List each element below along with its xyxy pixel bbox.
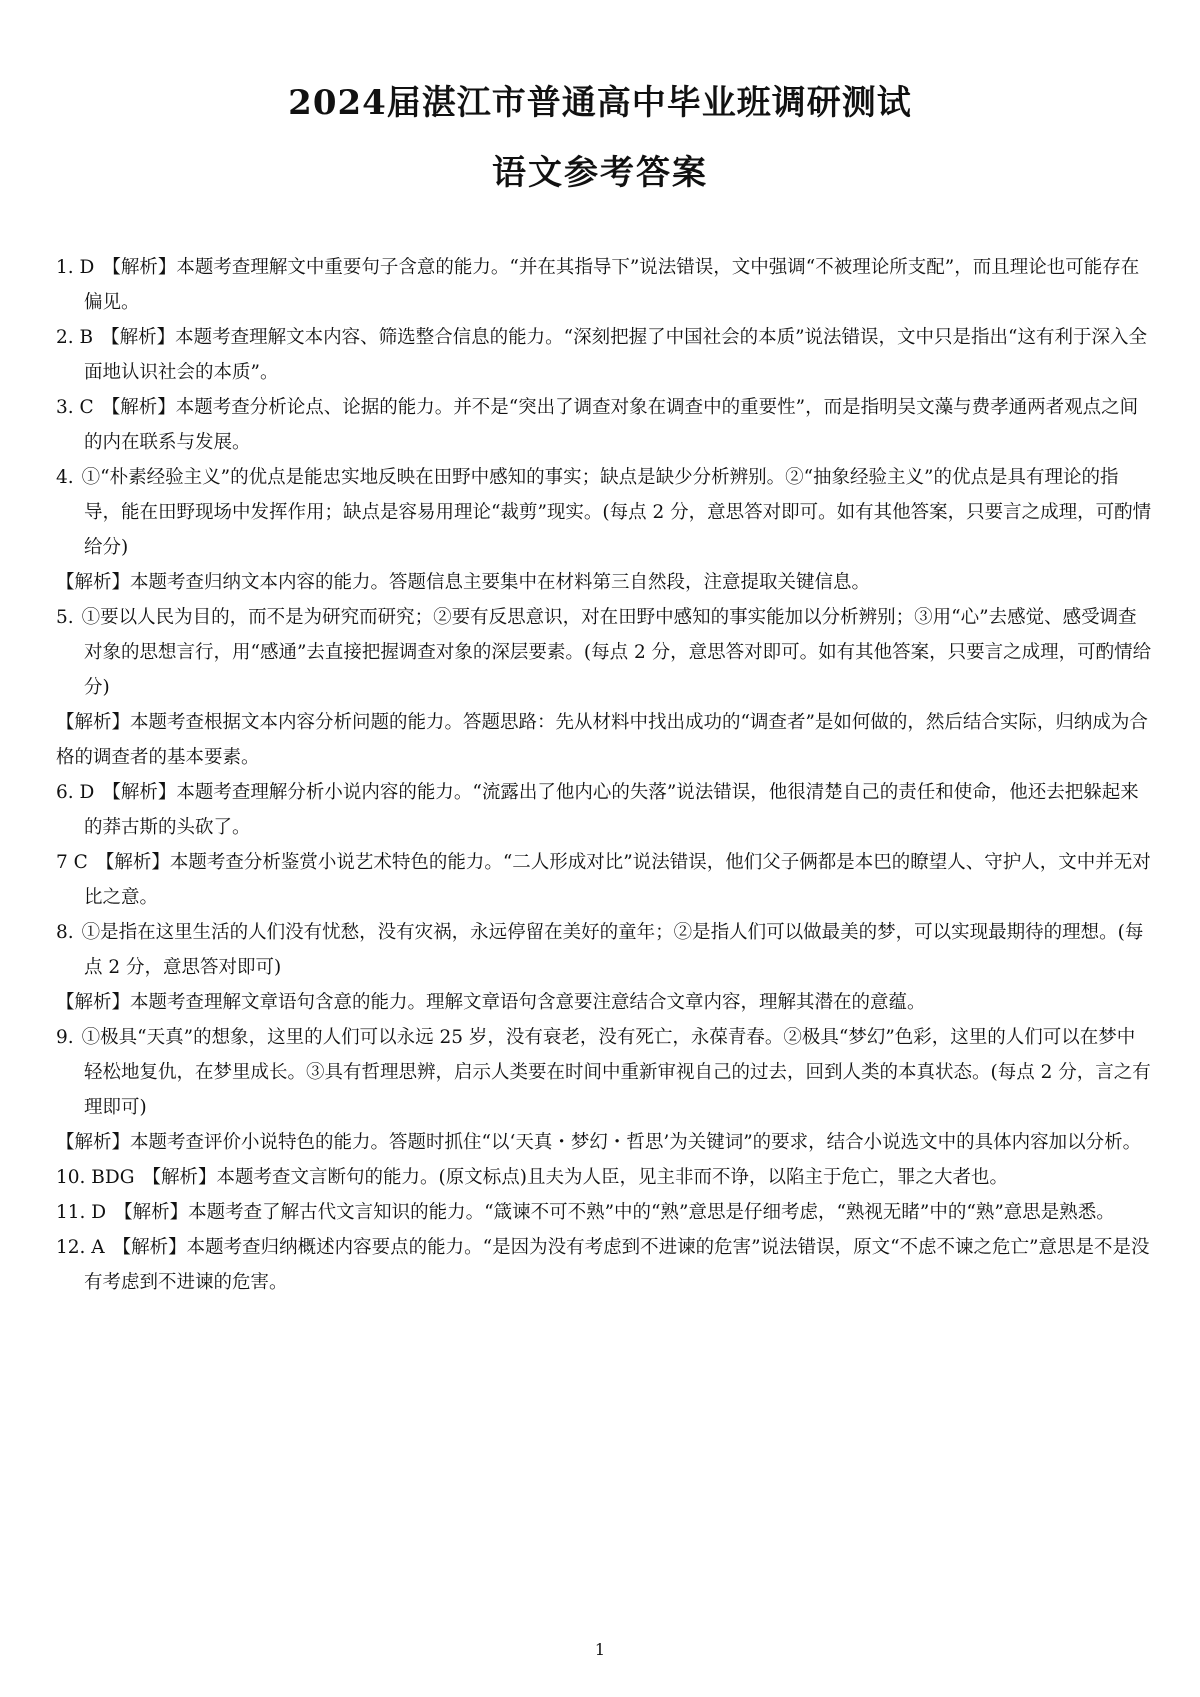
answer-item xyxy=(56,320,1152,390)
answer-item xyxy=(56,600,1152,705)
document-subtitle: 语文参考答案 xyxy=(492,153,708,193)
answer-text: 【解析】本题考查理解文章语句含意的能力。理解文章语句含意要注意结合文章内容，理解其潜在的意蕴。 xyxy=(56,992,926,1013)
answer-text: 【解析】本题考查归纳概述内容要点的能力。“是因为没有考虑到不进谏的危害”说法错误，原文“不虑不谏之危亡”意思是不是没有考虑到不进谏的危害。 xyxy=(84,1237,1150,1293)
answer-number: 6. D xyxy=(56,782,95,803)
analysis-note xyxy=(56,985,1152,1020)
answer-number: 1. D xyxy=(56,257,95,278)
answer-item xyxy=(56,845,1152,915)
document-title: 2024届湛江市普通高中毕业班调研测试 xyxy=(288,83,912,123)
answer-text: ①极具“天真”的想象，这里的人们可以永远 25 岁，没有衰老，没有死亡，永葆青春。②极具“梦幻”色彩，这里的人们可以在梦中轻松地复仇，在梦里成长。③具有哲理思辨，启示人类要在时间中重新审视自己的过去，回到人类的本真状态。(每点 2 分，言之有理即可) xyxy=(81,1027,1151,1118)
answer-text: 【解析】本题考查理解文中重要句子含意的能力。“并在其指导下”说法错误，文中强调“不被理论所支配”，而且理论也可能存在偏见。 xyxy=(84,257,1140,313)
answer-number: 2. B xyxy=(56,327,94,348)
analysis-note xyxy=(56,705,1152,775)
answer-number: 9. xyxy=(56,1027,74,1048)
answer-text: 【解析】本题考查理解文本内容、筛选整合信息的能力。“深刻把握了中国社会的本质”说法错误，文中只是指出“这有利于深入全面地认识社会的本质”。 xyxy=(84,327,1148,383)
answer-number: 7 C xyxy=(56,852,88,873)
answer-text: 【解析】本题考查文言断句的能力。(原文标点)且夫为人臣，见主非而不诤，以陷主于危亡，罪之大者也。 xyxy=(142,1167,1008,1188)
answer-number: 3. C xyxy=(56,397,94,418)
answer-text: ①是指在这里生活的人们没有忧愁，没有灾祸，永远停留在美好的童年；②是指人们可以做最美的梦，可以实现最期待的理想。(每点 2 分，意思答对即可) xyxy=(81,922,1144,978)
answer-item xyxy=(56,1020,1152,1125)
answer-item xyxy=(56,1160,1152,1195)
answer-item xyxy=(56,250,1152,320)
answer-item xyxy=(56,775,1152,845)
answer-number: 4. xyxy=(56,467,74,488)
answer-text: 【解析】本题考查归纳文本内容的能力。答题信息主要集中在材料第三自然段，注意提取关键信息。 xyxy=(56,572,871,593)
answer-text: 【解析】本题考查分析鉴赏小说艺术特色的能力。“二人形成对比”说法错误，他们父子俩都是本巴的瞭望人、守护人，文中并无对比之意。 xyxy=(84,852,1151,908)
answer-text: ①要以人民为目的，而不是为研究而研究；②要有反思意识，对在田野中感知的事实能加以分析辨别；③用“心”去感觉、感受调查对象的思想言行，用“感通”去直接把握调查对象的深层要素。(每点 2 分，意思答对即可。如有其他答案，只要言之成理，可酌情给分) xyxy=(81,607,1152,698)
answer-text: ①“朴素经验主义”的优点是能忠实地反映在田野中感知的事实；缺点是缺少分析辨别。②“抽象经验主义”的优点是具有理论的指导，能在田野现场中发挥作用；缺点是容易用理论“裁剪”现实。(每点 2 分，意思答对即可。如有其他答案，只要言之成理，可酌情给分) xyxy=(81,467,1152,558)
answer-number: 8. xyxy=(56,922,74,943)
answer-item xyxy=(56,1230,1152,1300)
answer-text: 【解析】本题考查理解分析小说内容的能力。“流露出了他内心的失落”说法错误，他很清楚自己的责任和使命，他还去把躲起来的莽古斯的头砍了。 xyxy=(84,782,1139,838)
answer-text: 【解析】本题考查根据文本内容分析问题的能力。答题思路：先从材料中找出成功的“调查者”是如何做的，然后结合实际，归纳成为合格的调查者的基本要素。 xyxy=(56,712,1148,768)
page-number: 1 xyxy=(594,1640,606,1659)
answer-number: 10. BDG xyxy=(56,1167,135,1188)
answer-item xyxy=(56,460,1152,565)
answer-number: 11. D xyxy=(56,1202,107,1223)
analysis-note xyxy=(56,565,1152,600)
answer-item xyxy=(56,1195,1152,1230)
answer-list xyxy=(56,250,1152,1300)
answer-text: 【解析】本题考查评价小说特色的能力。答题时抓住“以‘天真・梦幻・哲思’为关键词”的要求，结合小说选文中的具体内容加以分析。 xyxy=(56,1132,1142,1153)
answer-item xyxy=(56,915,1152,985)
answer-item xyxy=(56,390,1152,460)
answer-text: 【解析】本题考查了解古代文言知识的能力。“箴谏不可不熟”中的“熟”意思是仔细考虑，“熟视无睹”中的“熟”意思是熟悉。 xyxy=(114,1202,1115,1223)
analysis-note xyxy=(56,1125,1152,1160)
answer-text: 【解析】本题考查分析论点、论据的能力。并不是“突出了调查对象在调查中的重要性”，而是指明吴文藻与费孝通两者观点之间的内在联系与发展。 xyxy=(84,397,1139,453)
answer-number: 5. xyxy=(56,607,74,628)
answer-number: 12. A xyxy=(56,1237,105,1258)
